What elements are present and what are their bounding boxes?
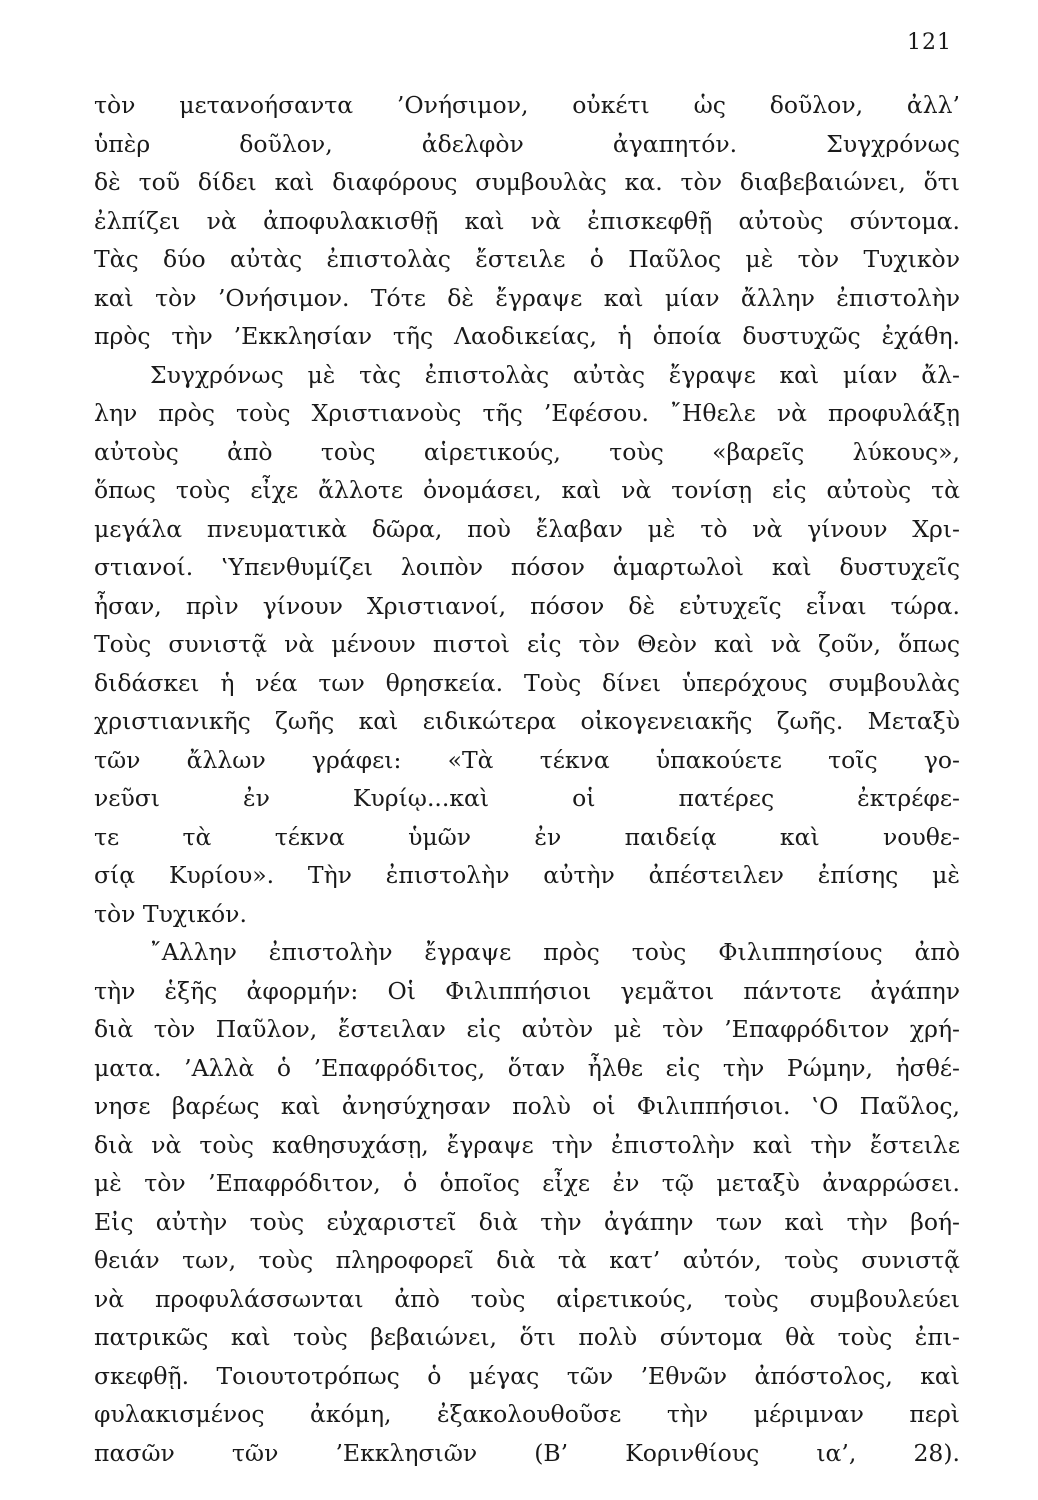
text-line: ἦσαν, πρὶν γίνουν Χριστιανοί, πόσον δὲ εὐτυχεῖς εἶναι τώρα. <box>94 591 960 620</box>
text-line: Τὰς δύο αὐτὰς ἐπιστολὰς ἔστειλε ὁ Παῦλος μὲ τὸν Τυχικὸν <box>94 245 960 273</box>
text-line: ὑπὲρ δοῦλον, ἀδελφὸν ἀγαπητόν. Συγχρόνως <box>94 129 960 158</box>
text-line: πατρικῶς καὶ τοὺς βεβαιώνει, ὅτι πολὺ σύντομα θὰ τοὺς ἐπι- <box>94 1323 960 1351</box>
text-line: χριστιανικῆς ζωῆς καὶ ειδικώτερα οἰκογενειακῆς ζωῆς. Μεταξὺ <box>94 707 960 735</box>
text-line: Εἰς αὐτὴν τοὺς εὐχαριστεῖ διὰ τὴν ἀγάπην των καὶ τὴν βοή- <box>94 1207 960 1236</box>
text-line: διὰ τὸν Παῦλον, ἔστειλαν εἰς αὐτὸν μὲ τὸν ’Επαφρόδιτον χρή- <box>94 1015 960 1043</box>
text-line: μὲ τὸν ’Επαφρόδιτον, ὁ ὁποῖος εἶχε ἐν τῷ μεταξὺ ἀναρρώσει. <box>94 1169 960 1197</box>
text-line: αὐτοὺς ἀπὸ τοὺς αἱρετικούς, τοὺς «βαρεῖς λύκους», <box>94 437 960 466</box>
text-line: νὰ προφυλάσσωνται ἀπὸ τοὺς αἱρετικούς, τοὺς συμβουλεύει <box>94 1284 960 1313</box>
text-line: θειάν των, τοὺς πληροφορεῖ διὰ τὰ κατ’ αὐτόν, τοὺς συνιστᾷ <box>94 1246 960 1274</box>
text-line: τὸν μετανοήσαντα ’Ονήσιμον, οὐκέτι ὡς δοῦλον, ἀλλ’ <box>94 91 960 119</box>
text-line: δὲ τοῦ δίδει καὶ διαφόρους συμβουλὰς κα. τὸν διαβεβαιώνει, ὅτι <box>94 168 960 196</box>
text-line: τῶν ἄλλων γράφει: «Τὰ τέκνα ὑπακούετε τοῖς γο- <box>94 745 960 774</box>
text-line: στιανοί. ‛Υπενθυμίζει λοιπὸν πόσον ἁμαρτωλοὶ καὶ δυστυχεῖς <box>94 553 960 581</box>
text-line: διὰ νὰ τοὺς καθησυχάσῃ, ἔγραψε τὴν ἐπιστολὴν καὶ τὴν ἔστειλε <box>94 1130 960 1159</box>
text-line: ὅπως τοὺς εἶχε ἄλλοτε ὀνομάσει, καὶ νὰ τονίσῃ εἰς αὐτοὺς τὰ <box>94 476 960 504</box>
text-line: νησε βαρέως καὶ ἀνησύχησαν πολὺ οἱ Φιλιππήσιοι. ‛Ο Παῦλος, <box>94 1092 960 1120</box>
text-line: διδάσκει ἡ νέα των θρησκεία. Τοὺς δίνει ὑπερόχους συμβουλὰς <box>94 668 960 697</box>
text-line: πασῶν τῶν ’Εκκλησιῶν (Β’ Κορινθίους ια’, 28). <box>94 1438 960 1467</box>
text-line: Συγχρόνως μὲ τὰς ἐπιστολὰς αὐτὰς ἔγραψε καὶ μίαν ἄλ- <box>150 360 960 389</box>
text-line: τὴν ἑξῆς ἀφορμήν: Οἱ Φιλιππήσιοι γεμᾶτοι πάντοτε ἀγάπην <box>94 976 960 1005</box>
text-line: νεῦσι ἐν Κυρίῳ...καὶ οἱ πατέρες ἐκτρέφε- <box>94 784 960 812</box>
text-line: Τοὺς συνιστᾷ νὰ μένουν πιστοὶ εἰς τὸν Θεὸν καὶ νὰ ζοῦν, ὅπως <box>94 630 960 658</box>
text-line: σκεφθῇ. Τοιουτοτρόπως ὁ μέγας τῶν ’Εθνῶν ἀπόστολος, καὶ <box>94 1361 960 1390</box>
text-line: σίᾳ Κυρίου». Τὴν ἐπιστολὴν αὐτὴν ἀπέστειλεν ἐπίσης μὲ <box>94 861 960 889</box>
text-line: φυλακισμένος ἀκόμη, ἐξακολουθοῦσε τὴν μέριμναν περὶ <box>94 1400 960 1428</box>
page-number: 121 <box>907 30 952 55</box>
text-line: τε τὰ τέκνα ὑμῶν ἐν παιδείᾳ καὶ νουθε- <box>94 822 960 851</box>
text-line: ἐλπίζει νὰ ἀποφυλακισθῇ καὶ νὰ ἐπισκεφθῇ αὐτοὺς σύντομα. <box>94 206 960 235</box>
text-line: ματα. ’Αλλὰ ὁ ’Επαφρόδιτος, ὅταν ἦλθε εἰς τὴν Ρώμην, ἠσθέ- <box>94 1053 960 1082</box>
text-line: πρὸς τὴν ’Εκκλησίαν τῆς Λαοδικείας, ἡ ὁποία δυστυχῶς ἐχάθη. <box>94 322 960 350</box>
text-line: ῎Αλλην ἐπιστολὴν ἔγραψε πρὸς τοὺς Φιλιππησίους ἀπὸ <box>150 938 960 966</box>
text-line: καὶ τὸν ’Ονήσιμον. Τότε δὲ ἔγραψε καὶ μίαν ἄλλην ἐπιστολὴν <box>94 283 960 312</box>
text-line: τὸν Τυχικόν. <box>94 899 247 928</box>
body-text <box>94 86 960 1472</box>
text-line: μεγάλα πνευματικὰ δῶρα, ποὺ ἔλαβαν μὲ τὸ νὰ γίνουν Χρι- <box>94 514 960 543</box>
text-line: λην πρὸς τοὺς Χριστιανοὺς τῆς ’Εφέσου. ῎Ηθελε νὰ προφυλάξῃ <box>94 399 960 427</box>
